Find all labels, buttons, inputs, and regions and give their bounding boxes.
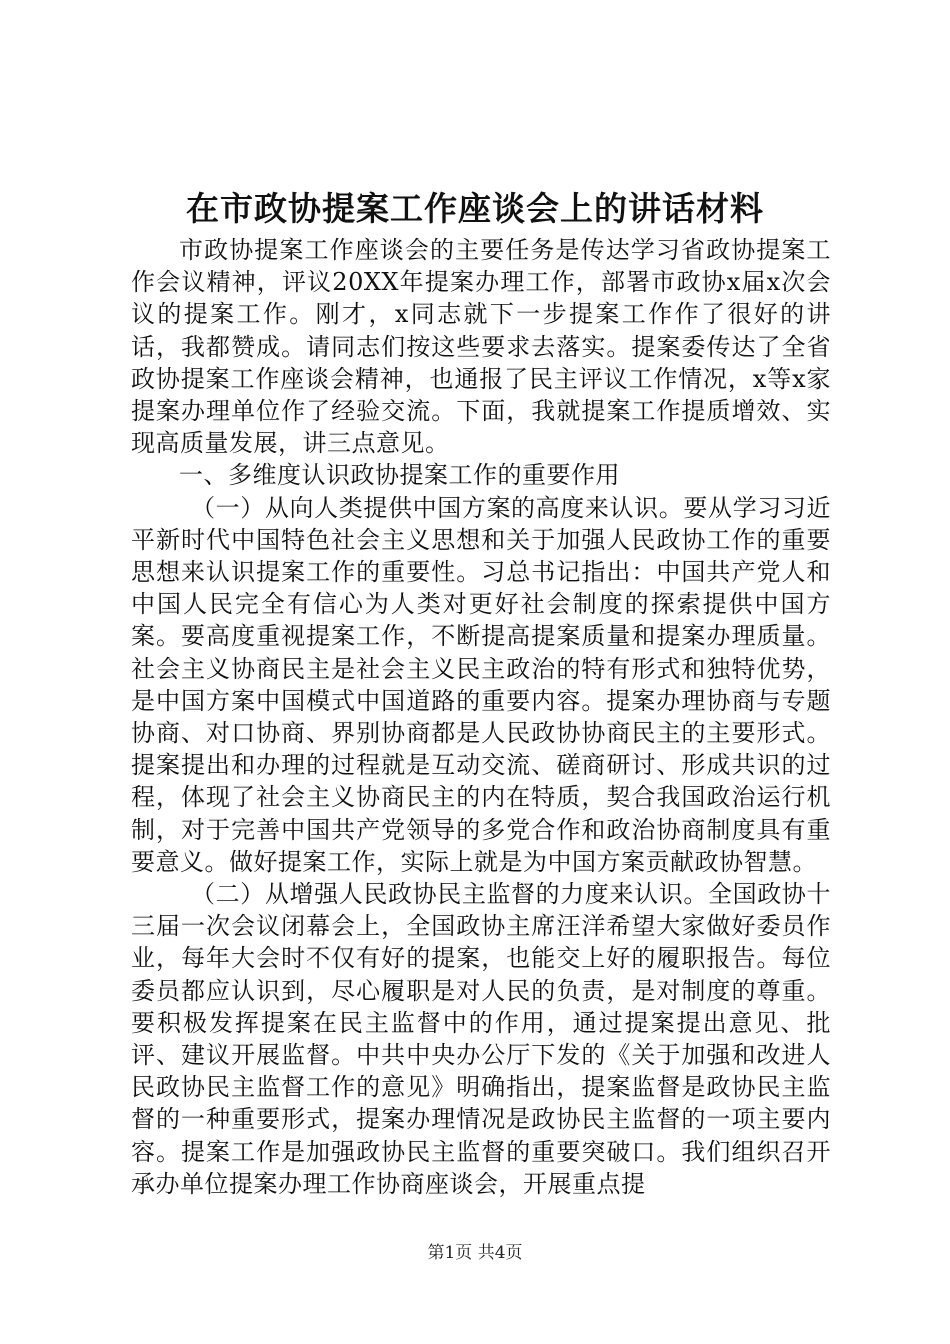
page-number-footer: 第1页 共4页 — [427, 1243, 523, 1263]
paragraph-subsection-2: （二）从增强人民政协民主监督的力度来认识。全国政协十三届一次会议闭幕会上，全国政协主席汪洋希望大家做好委员作业，每年大会时不仅有好的提案，也能交上好的履职报告。每位委员都应认识到，尽心履职是对人民的负责，是对制度的尊重。要积极发挥提案在民主监督中的作用，通过提案提出意见、批评、建议开展监督。中共中央办公厅下发的《关于加强和改进人民政协民主监督工作的意见》明确指出，提案监督是政协民主监督的一种重要形式，提案办理情况是政协民主监督的一项主要内容。提案工作是加强政协民主监督的重要突破口。我们组织召开承办单位提案办理工作协商座谈会，开展重点提 — [131, 880, 831, 1198]
document-title: 在市政协提案工作座谈会上的讲话材料 — [186, 189, 764, 228]
document-body — [131, 234, 831, 1200]
paragraph-intro: 市政协提案工作座谈会的主要任务是传达学习省政协提案工作会议精神，评议20XX年提案办理工作，部署市政协x届x次会议的提案工作。刚才，x同志就下一步提案工作作了很好的讲话，我都赞成。请同志们按这些要求去落实。提案委传达了全省政协提案工作座谈会精神，也通报了民主评议工作情况，x等x家提案办理单位作了经验交流。下面，我就提案工作提质增效、实现高质量发展，讲三点意见。 — [131, 236, 831, 458]
section-heading-1: 一、多维度认识政协提案工作的重要作用 — [179, 461, 620, 490]
paragraph-subsection-1: （一）从向人类提供中国方案的高度来认识。要从学习习近平新时代中国特色社会主义思想和关于加强人民政协工作的重要思想来认识提案工作的重要性。习总书记指出：中国共产党人和中国人民完全有信心为人类对更好社会制度的探索提供中国方案。要高度重视提案工作，不断提高提案质量和提案办理质量。社会主义协商民主是社会主义民主政治的特有形式和独特优势，是中国方案中国模式中国道路的重要内容。提案办理协商与专题协商、对口协商、界别协商都是人民政协协商民主的主要形式。提案提出和办理的过程就是互动交流、磋商研讨、形成共识的过程，体现了社会主义协商民主的内在特质，契合我国政治运行机制，对于完善中国共产党领导的多党合作和政治协商制度具有重要意义。做好提案工作，实际上就是为中国方案贡献政协智慧。 — [131, 493, 831, 876]
